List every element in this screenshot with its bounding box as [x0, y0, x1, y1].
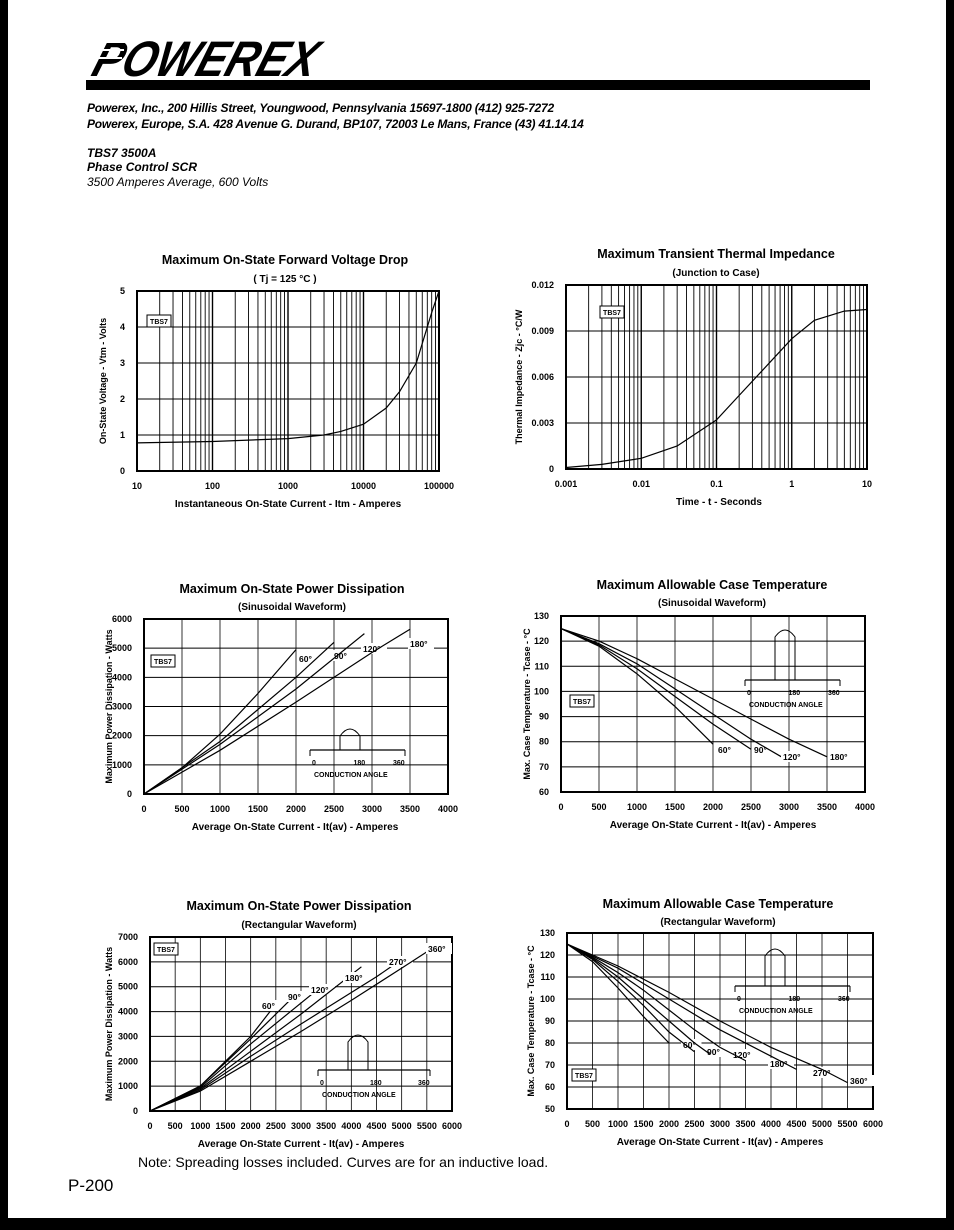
y-tick-label: 130	[539, 928, 555, 938]
x-tick-label: 2500	[684, 1119, 705, 1129]
series-label: 180°	[830, 752, 848, 762]
y-tick-label: 3	[119, 358, 125, 368]
y-tick-label: 0	[126, 789, 132, 799]
y-tick-label: 0	[132, 1106, 138, 1116]
conduction-angle-inset	[735, 949, 850, 1015]
x-tick-label: 2500	[265, 1121, 286, 1131]
inset-label: 360	[828, 690, 840, 697]
series-label: 120°	[733, 1050, 751, 1060]
x-tick-label: 5500	[837, 1119, 858, 1129]
y-tick-label: 5	[119, 286, 125, 296]
x-tick-label: 2500	[323, 804, 345, 814]
x-tick-label: 4500	[786, 1119, 807, 1129]
x-tick-label: 1000	[209, 804, 231, 814]
y-tick-label: 2000	[111, 730, 132, 741]
y-tick-label: 1	[119, 430, 125, 440]
legend-box-label: TBS7	[573, 699, 591, 706]
x-axis-label: Average On-State Current - It(av) - Amperes	[609, 820, 817, 831]
y-tick-label: 90	[544, 1016, 555, 1026]
legend-box-label: TBS7	[157, 947, 175, 954]
x-tick-label: 0.001	[554, 479, 578, 489]
x-tick-label: 1500	[215, 1121, 236, 1131]
series-label: 60°	[299, 654, 312, 664]
svg-text:POWEREX: POWEREX	[86, 31, 360, 87]
x-tick-label: 4000	[854, 802, 876, 812]
y-axis-label: Maximum Power Dissipation - Watts	[104, 629, 114, 784]
y-tick-label: 5000	[111, 643, 132, 654]
series-label: 360°	[850, 1076, 868, 1086]
legend-box-label: TBS7	[154, 659, 172, 666]
y-tick-label: 4000	[117, 1006, 138, 1017]
device-type: Phase Control SCR	[87, 160, 198, 174]
x-tick-label: 2000	[658, 1119, 680, 1129]
x-tick-label: 4000	[437, 804, 459, 814]
x-tick-label: 0	[141, 804, 147, 814]
x-tick-label: 1000	[190, 1121, 211, 1131]
series-label: 120°	[363, 644, 381, 654]
chart-subtitle: (Sinusoidal Waveform)	[658, 598, 766, 609]
chart-subtitle: (Rectangular Waveform)	[660, 917, 776, 928]
address-us: Powerex, Inc., 200 Hillis Street, Youngwood, Pennsylvania 15697-1800 (412) 925-7272	[87, 101, 554, 115]
series-label: 270°	[813, 1068, 831, 1078]
inset-caption: CONDUCTION ANGLE	[739, 1008, 813, 1015]
y-tick-label: 100	[539, 994, 555, 1004]
x-tick-label: 2000	[240, 1121, 261, 1131]
inset-caption: CONDUCTION ANGLE	[749, 702, 823, 709]
y-tick-label: 120	[539, 950, 555, 960]
legend-box	[572, 1069, 596, 1081]
x-tick-label: 0	[558, 802, 564, 812]
x-axis-label: Average On-State Current - It(av) - Amperes	[197, 1139, 405, 1150]
series-label: 180°	[345, 973, 363, 983]
x-tick-label: 1	[789, 479, 795, 489]
chart-title: Maximum On-State Power Dissipation	[186, 899, 412, 913]
inset-caption: CONDUCTION ANGLE	[314, 772, 388, 779]
inset-label: 180	[370, 1080, 382, 1087]
x-tick-label: 5000	[811, 1119, 833, 1129]
legend-box-label: TBS7	[150, 319, 168, 326]
x-tick-label: 4500	[366, 1121, 387, 1131]
x-tick-label: 1500	[633, 1119, 654, 1129]
y-tick-label: 0.006	[531, 372, 554, 382]
inset-label: 180	[788, 996, 801, 1003]
y-tick-label: 0.012	[531, 280, 554, 290]
series-label: 90°	[334, 651, 347, 661]
y-axis-label: Max. Case Temperature - Tcase - °C	[526, 945, 536, 1097]
y-tick-label: 80	[538, 736, 549, 747]
series-label: 60°	[718, 745, 731, 755]
y-tick-label: 110	[534, 661, 549, 672]
x-tick-label: 500	[167, 1121, 183, 1131]
rating: 3500 Amperes Average, 600 Volts	[87, 175, 269, 189]
inset-label: 360	[838, 996, 850, 1003]
series-label: 360°	[428, 944, 446, 954]
y-tick-label: 2	[119, 394, 125, 404]
x-tick-label: 2000	[702, 802, 724, 812]
y-tick-label: 3000	[117, 1031, 138, 1042]
footnote: Note: Spreading losses included. Curves are for an inductive load.	[138, 1154, 549, 1170]
y-tick-label: 3000	[111, 701, 132, 712]
x-tick-label: 3000	[361, 804, 383, 814]
y-tick-label: 4000	[111, 672, 132, 683]
chart-title: Maximum Transient Thermal Impedance	[597, 247, 835, 261]
y-axis-label: On-State Voltage - Vtm - Volts	[98, 317, 108, 445]
y-tick-label: 60	[544, 1082, 555, 1092]
series-label: 120°	[783, 752, 801, 762]
x-tick-label: 6000	[862, 1119, 884, 1129]
x-axis-label: Average On-State Current - It(av) - Amperes	[191, 822, 399, 833]
series-label: 60°	[262, 1001, 275, 1011]
page-number: P-200	[68, 1176, 114, 1195]
chart-title: Maximum On-State Forward Voltage Drop	[161, 253, 409, 267]
series-label: 90°	[754, 745, 767, 755]
x-axis-label: Average On-State Current - It(av) - Amperes	[616, 1137, 824, 1148]
series-label: 180°	[410, 639, 428, 649]
inset-label: 0	[747, 690, 751, 697]
legend-box-label: TBS7	[575, 1073, 593, 1080]
chart-subtitle: (Junction to Case)	[672, 268, 760, 279]
x-tick-label: 3500	[316, 1121, 337, 1131]
x-tick-label: 0	[147, 1121, 153, 1131]
x-tick-label: 100000	[423, 481, 455, 491]
legend-box-label: TBS7	[603, 310, 621, 317]
chart-title: Maximum Allowable Case Temperature	[596, 578, 828, 592]
x-tick-label: 3000	[290, 1121, 312, 1131]
y-tick-label: 70	[544, 1060, 555, 1070]
y-tick-label: 60	[538, 787, 549, 797]
x-tick-label: 5000	[391, 1121, 412, 1131]
x-tick-label: 4000	[760, 1119, 782, 1129]
part-number: TBS7 3500A	[87, 146, 157, 160]
y-tick-label: 70	[538, 761, 549, 772]
y-tick-label: 1000	[111, 759, 132, 770]
inset-label: 0	[320, 1080, 324, 1087]
x-tick-label: 1000	[607, 1119, 629, 1129]
x-tick-label: 2500	[740, 802, 762, 812]
inset-label: 180	[353, 760, 366, 767]
series-label: 270°	[389, 957, 407, 967]
x-tick-label: 500	[174, 804, 190, 814]
inset-caption: CONDUCTION ANGLE	[322, 1092, 396, 1099]
y-axis-label: Max. Case Temperature - Tcase - °C	[522, 628, 532, 780]
x-tick-label: 0	[564, 1119, 570, 1129]
chart-subtitle: (Sinusoidal Waveform)	[238, 602, 346, 613]
x-axis-label: Time - t - Seconds	[676, 497, 762, 508]
x-tick-label: 100	[204, 481, 221, 491]
x-tick-label: 3500	[735, 1119, 756, 1129]
series-label: 180°	[770, 1059, 788, 1069]
x-tick-label: 3000	[778, 802, 800, 812]
y-tick-label: 2000	[117, 1056, 138, 1067]
x-tick-label: 3500	[816, 802, 838, 812]
y-tick-label: 0.003	[531, 418, 554, 428]
x-axis-label: Instantaneous On-State Current - Itm - Amperes	[174, 499, 402, 510]
y-tick-label: 120	[533, 636, 549, 647]
y-tick-label: 90	[538, 711, 549, 722]
inset-label: 180	[788, 690, 801, 697]
series-label: 60°	[683, 1040, 696, 1050]
y-tick-label: 4	[119, 322, 125, 332]
inset-label: 0	[737, 996, 741, 1003]
y-tick-label: 0	[548, 464, 554, 474]
y-tick-label: 50	[544, 1104, 555, 1114]
y-tick-label: 6000	[117, 956, 138, 967]
series-label: 120°	[311, 985, 329, 995]
y-tick-label: 0	[119, 466, 125, 476]
x-tick-label: 1000	[626, 802, 648, 812]
x-tick-label: 5500	[416, 1121, 437, 1131]
chart-subtitle: ( Tj = 125 °C )	[253, 274, 317, 285]
y-tick-label: 7000	[117, 932, 138, 942]
x-tick-label: 0.01	[632, 479, 651, 489]
y-tick-label: 5000	[117, 981, 138, 992]
inset-label: 0	[312, 760, 316, 767]
chart-subtitle: (Rectangular Waveform)	[241, 920, 357, 931]
x-tick-label: 6000	[441, 1121, 463, 1131]
x-tick-label: 2000	[285, 804, 307, 814]
address-europe: Powerex, Europe, S.A. 428 Avenue G. Durand, BP107, 72003 Le Mans, France (43) 41.14.14	[87, 117, 584, 131]
x-tick-label: 1000	[277, 481, 299, 491]
x-tick-label: 0.1	[710, 479, 723, 489]
y-tick-label: 1000	[117, 1081, 138, 1092]
inset-label: 360	[393, 760, 405, 767]
y-axis-label: Maximum Power Dissipation - Watts	[104, 946, 114, 1102]
x-tick-label: 10	[861, 479, 873, 489]
x-tick-label: 1500	[247, 804, 269, 814]
x-tick-label: 3000	[709, 1119, 731, 1129]
y-tick-label: 100	[533, 686, 549, 697]
y-tick-label: 130	[533, 611, 549, 621]
x-tick-label: 500	[591, 802, 607, 812]
x-tick-label: 4000	[341, 1121, 362, 1131]
inset-label: 360	[418, 1080, 430, 1087]
chart-title: Maximum Allowable Case Temperature	[602, 897, 834, 911]
series-label: 90°	[288, 992, 301, 1002]
chart-title: Maximum On-State Power Dissipation	[179, 582, 405, 596]
y-tick-label: 0.009	[531, 326, 554, 336]
x-tick-label: 500	[584, 1119, 601, 1129]
y-axis-label: Thermal Impedance - Zjc - °C/W	[514, 309, 524, 445]
y-tick-label: 6000	[111, 614, 132, 624]
x-tick-label: 1500	[664, 802, 686, 812]
series-label: 90°	[707, 1047, 720, 1057]
x-tick-label: 10	[131, 481, 143, 491]
y-tick-label: 110	[540, 972, 555, 982]
series-line-2	[567, 944, 695, 1052]
y-tick-label: 80	[544, 1038, 555, 1048]
x-tick-label: 3500	[399, 804, 421, 814]
x-tick-label: 10000	[350, 481, 377, 491]
